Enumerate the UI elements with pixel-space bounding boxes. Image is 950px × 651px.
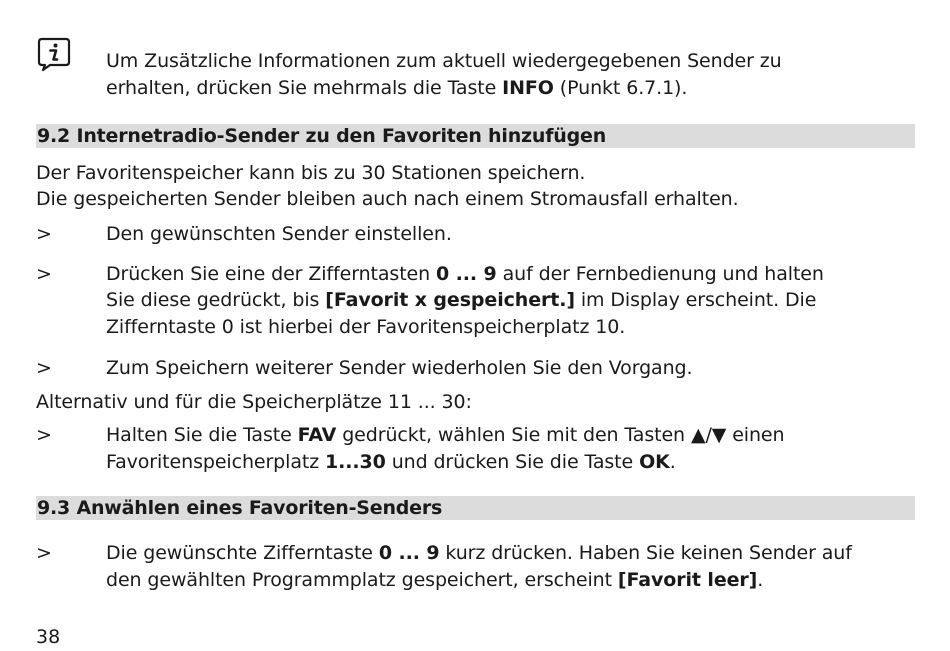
info-note-line-1: Um Zusätzliche Informationen zum aktuell wiedergegebenen Sender zu [106, 50, 782, 72]
bullet-marker: > [36, 542, 52, 564]
step-4-line-2: Favoritenspeicherplatz 1...30 und drücken Sie die Taste OK. [106, 451, 676, 473]
section-heading-bar [36, 124, 915, 148]
info-key: INFO [502, 77, 554, 99]
bullet-marker: > [36, 263, 52, 285]
select-step-line-2: den gewählten Programmplatz gespeichert, erscheint [Favorit leer]. [106, 569, 764, 591]
step-3-text: Zum Speichern weiterer Sender wiederholen Sie den Vorgang. [106, 357, 693, 379]
section-heading-9-2: 9.2 Internetradio-Sender zu den Favoriten hinzufügen [37, 125, 607, 147]
bullet-marker: > [36, 223, 52, 245]
intro-line-2: Die gespeicherten Sender bleiben auch nach einem Stromausfall erhalten. [36, 188, 739, 210]
bullet-marker: > [36, 357, 52, 379]
step-2-line-2: Sie diese gedrückt, bis [Favorit x gespeichert.] im Display erscheint. Die [106, 289, 817, 311]
alternative-text: Alternativ und für die Speicherplätze 11 ... 30: [36, 391, 472, 413]
section-heading-9-3: 9.3 Anwählen eines Favoriten-Senders [37, 497, 443, 519]
step-2-line-3: Zifferntaste 0 ist hierbei der Favoritenspeicherplatz 10. [106, 316, 626, 338]
page-number: 38 [36, 626, 61, 648]
info-icon [36, 36, 72, 72]
bullet-marker: > [36, 424, 52, 446]
select-step-line-1: Die gewünschte Zifferntaste 0 ... 9 kurz drücken. Haben Sie keinen Sender auf [106, 542, 852, 564]
step-2-line-1: Drücken Sie eine der Zifferntasten 0 ... 9 auf der Fernbedienung und halten [106, 263, 824, 285]
section-heading-bar [36, 496, 915, 520]
step-1-text: Den gewünschten Sender einstellen. [106, 223, 452, 245]
step-4-line-1: Halten Sie die Taste FAV gedrückt, wählen Sie mit den Tasten ▲/▼ einen [106, 424, 785, 446]
intro-line-1: Der Favoritenspeicher kann bis zu 30 Stationen speichern. [36, 162, 586, 184]
info-note-line-2: erhalten, drücken Sie mehrmals die Taste INFO (Punkt 6.7.1). [106, 77, 688, 99]
